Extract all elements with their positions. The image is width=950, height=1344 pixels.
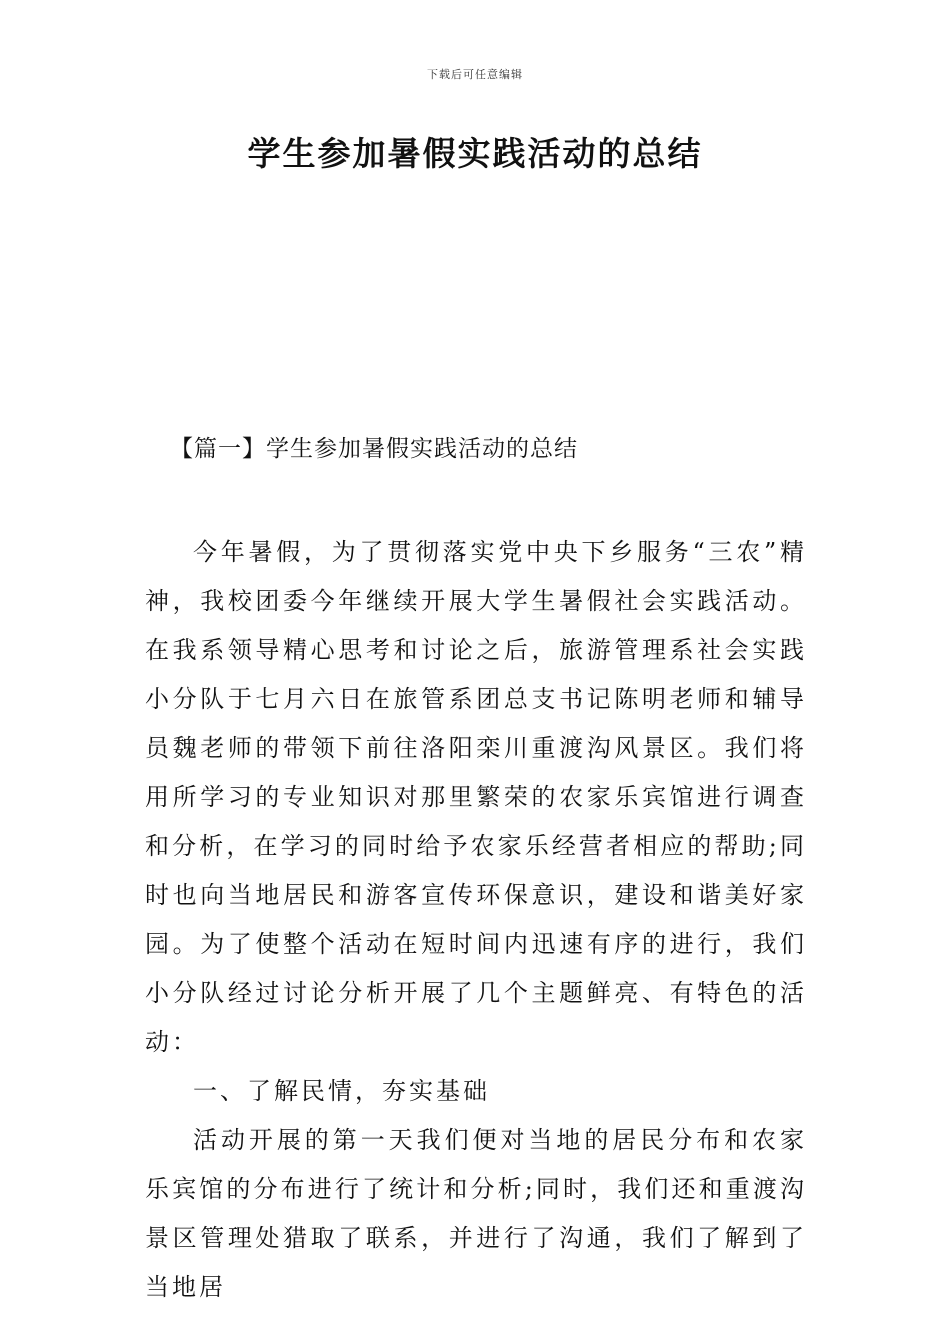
section-heading: 【篇一】学生参加暑假实践活动的总结 [170, 436, 578, 462]
paragraph-intro: 今年暑假，为了贯彻落实党中央下乡服务“三农”精神，我校团委今年继续开展大学生暑假社会实践活动。在我系领导精心思考和讨论之后，旅游管理系社会实践小分队于七月六日在旅管系团总支书记陈明老师和辅导员魏老师的带领下前往洛阳栾川重渡沟风景区。我们将用所学习的专业知识对那里繁荣的农家乐宾馆进行调查和分析，在学习的同时给予农家乐经营者相应的帮助;同时也向当地居民和游客宣传环保意识，建设和谐美好家园。为了使整个活动在短时间内迅速有序的进行，我们小分队经过讨论分析开展了几个主题鲜亮、有特色的活动： [145, 538, 807, 1056]
paragraph-subheading: 一、了解民情，夯实基础 [193, 1077, 490, 1105]
paragraph-day-one: 活动开展的第一天我们便对当地的居民分布和农家乐宾馆的分布进行了统计和分析;同时，我们还和重渡沟景区管理处猎取了联系，并进行了沟通，我们了解到了当地居 [145, 1126, 807, 1301]
body-text [145, 528, 807, 1312]
header-note: 下载后可任意编辑 [427, 68, 523, 81]
document-title: 学生参加暑假实践活动的总结 [247, 134, 703, 173]
